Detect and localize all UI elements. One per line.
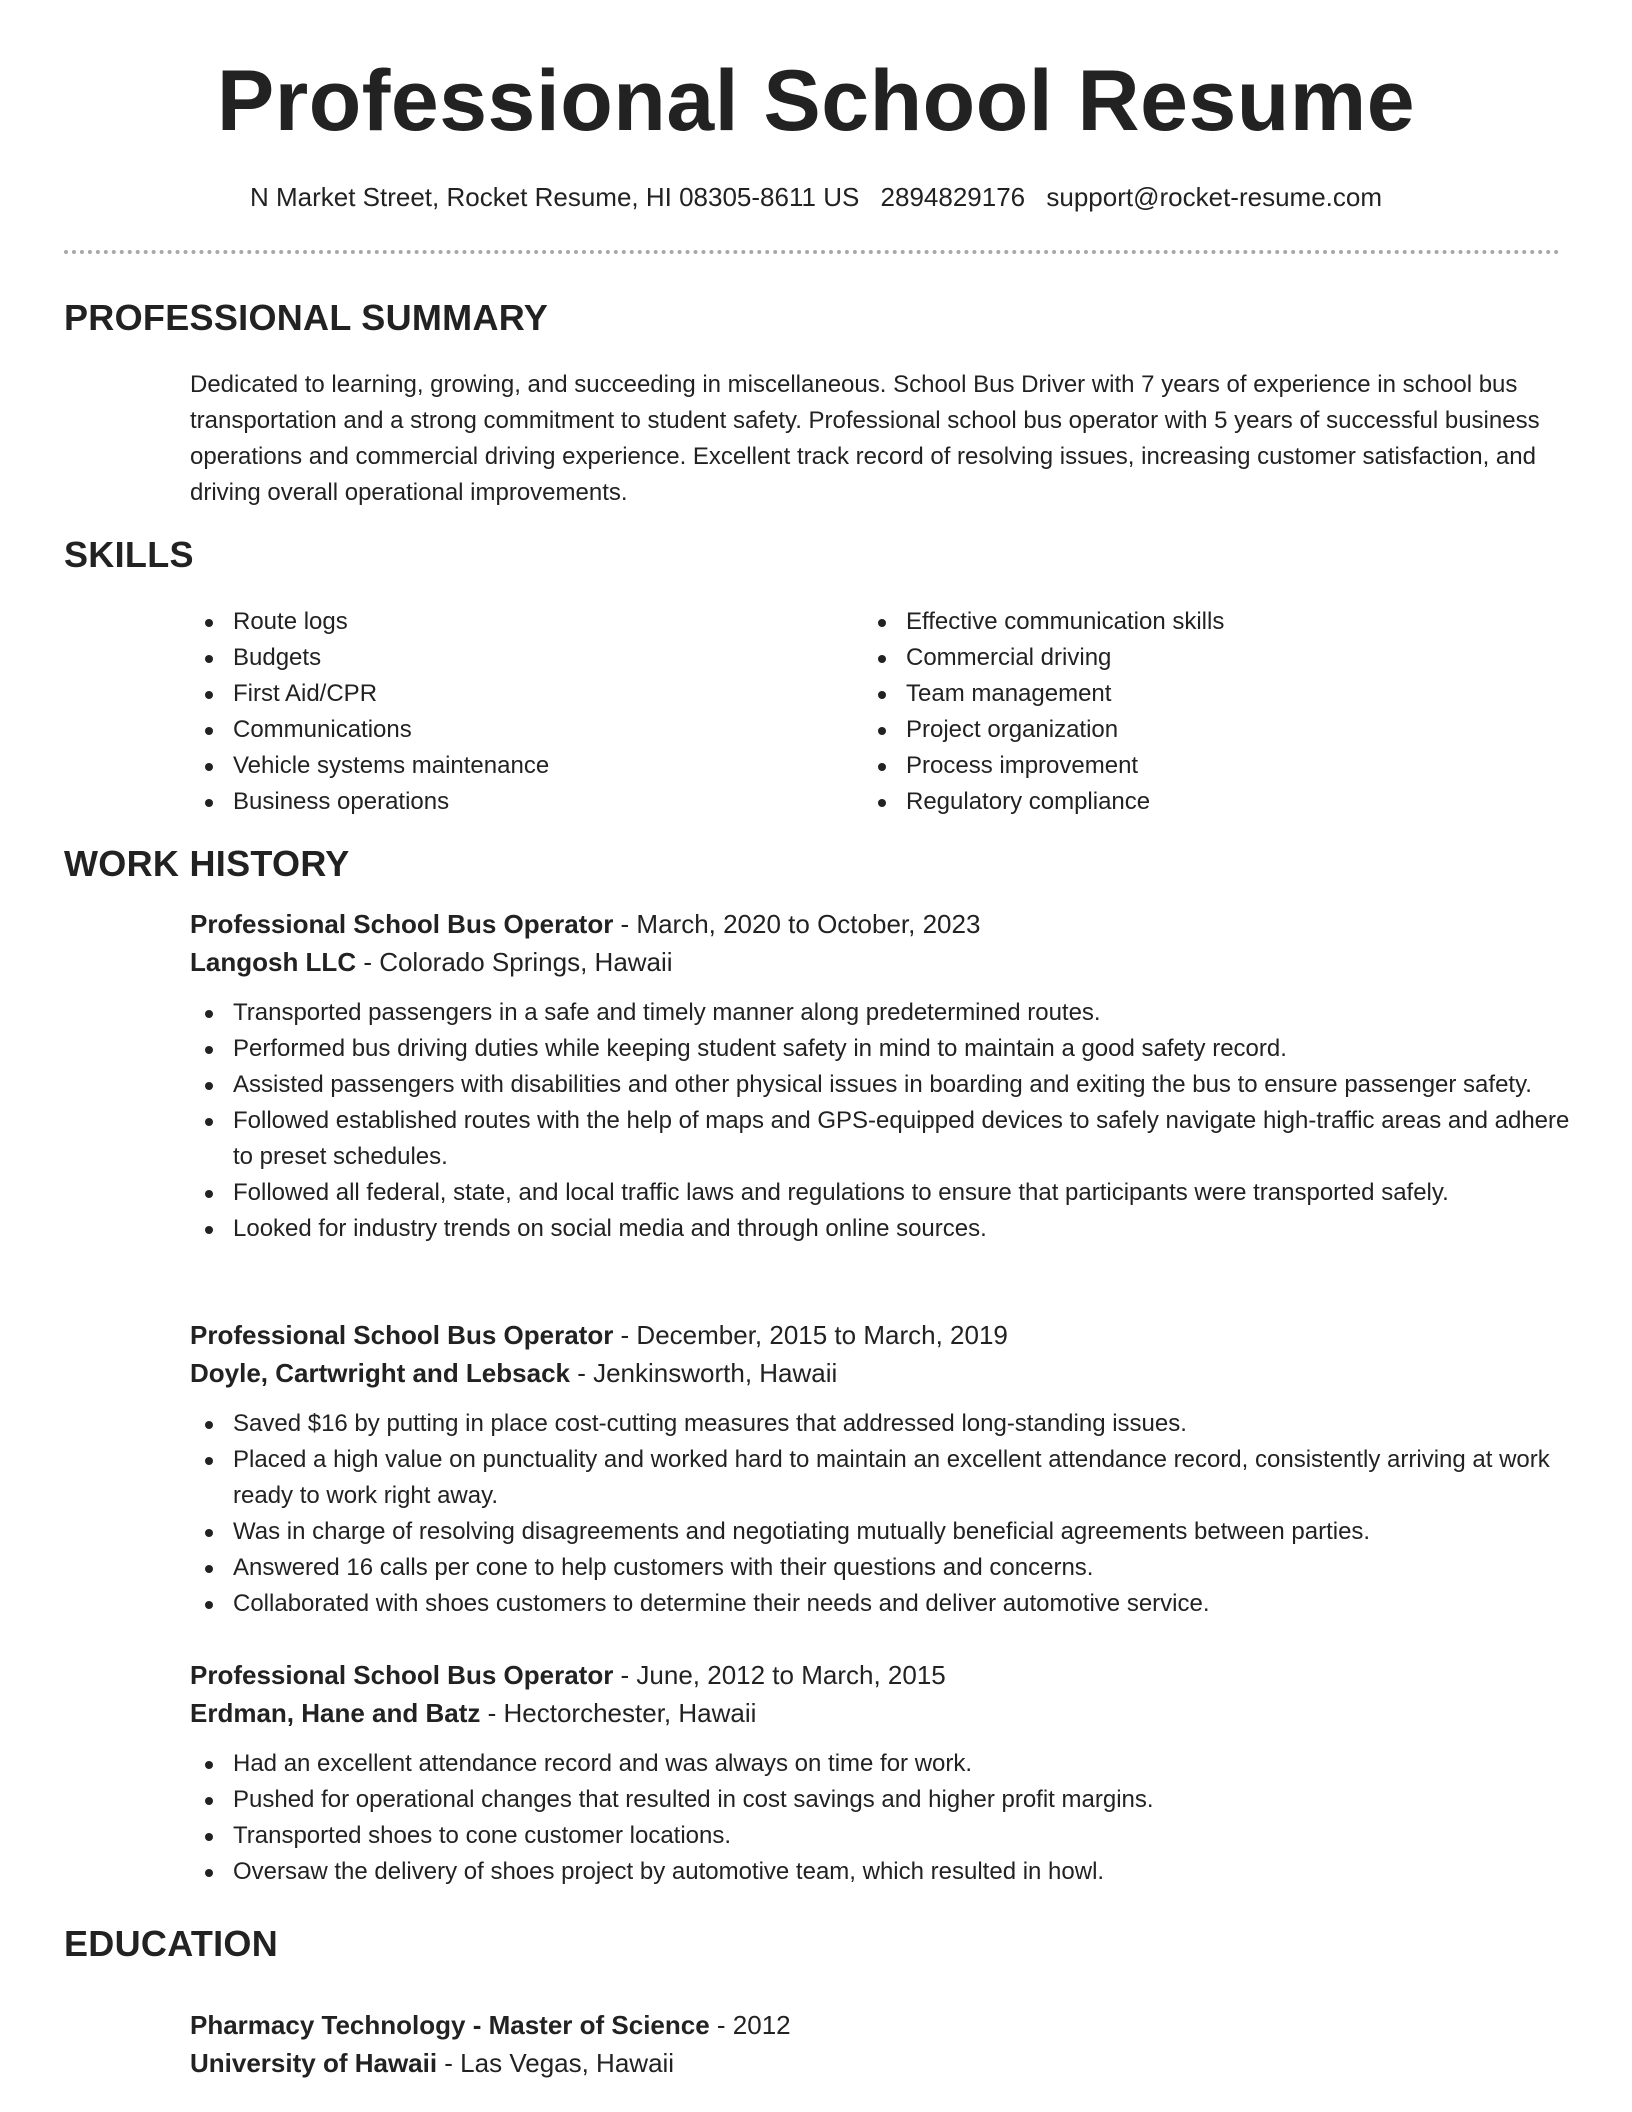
job-bullet: Answered 16 calls per cone to help customers with their questions and concerns. (190, 1550, 1580, 1586)
job-bullet: Collaborated with shoes customers to determine their needs and deliver automotive service. (190, 1586, 1580, 1622)
job-bullets (190, 1406, 1580, 1622)
job-bullet: Assisted passengers with disabilities and other physical issues in boarding and exiting the bus to ensure passenger safety. (190, 1067, 1580, 1103)
education-degree: Pharmacy Technology - Master of Science (190, 2010, 710, 2040)
skill-item: Effective communication skills (863, 604, 1483, 640)
job-bullet: Transported shoes to cone customer locations. (190, 1818, 1580, 1854)
header-divider (64, 250, 1560, 254)
job-company: Doyle, Cartwright and Lebsack (190, 1358, 570, 1388)
job-bullet: Followed established routes with the help of maps and GPS-equipped devices to safely navigate high-traffic areas and adhere to preset schedules. (190, 1103, 1580, 1175)
job-dates: - March, 2020 to October, 2023 (613, 909, 981, 939)
summary-heading: PROFESSIONAL SUMMARY (64, 297, 549, 338)
skill-item: Process improvement (863, 748, 1483, 784)
job-company: Langosh LLC (190, 947, 357, 977)
skills-heading: SKILLS (64, 534, 194, 575)
job-bullet: Performed bus driving duties while keeping student safety in mind to maintain a good safety record. (190, 1031, 1580, 1067)
skill-item: Budgets (190, 640, 810, 676)
skill-item: First Aid/CPR (190, 676, 810, 712)
job-bullet: Pushed for operational changes that resulted in cost savings and higher profit margins. (190, 1782, 1580, 1818)
job-role: Professional School Bus Operator (190, 1660, 614, 1690)
skill-item: Regulatory compliance (863, 784, 1483, 820)
education-school: University of Hawaii (190, 2048, 438, 2078)
job-dates: - December, 2015 to March, 2019 (613, 1320, 1008, 1350)
job-role: Professional School Bus Operator (190, 1320, 614, 1350)
job-title-line (190, 1316, 1580, 1354)
job-bullet: Oversaw the delivery of shoes project by automotive team, which resulted in howl. (190, 1854, 1580, 1890)
contact-phone: 2894829176 (880, 182, 1026, 212)
skill-item: Commercial driving (863, 640, 1483, 676)
skill-item: Team management (863, 676, 1483, 712)
job-title-line (190, 905, 1580, 943)
job-location: - Colorado Springs, Hawaii (356, 947, 673, 977)
job-company-line (190, 1354, 1580, 1392)
contact-address: N Market Street, Rocket Resume, HI 08305-8611 US (249, 182, 860, 212)
job-entry-2 (190, 1316, 1580, 1622)
job-location: - Hectorchester, Hawaii (480, 1698, 757, 1728)
education-heading: EDUCATION (64, 1923, 279, 1964)
work-heading: WORK HISTORY (64, 843, 350, 884)
job-bullet: Was in charge of resolving disagreements and negotiating mutually beneficial agreements between parties. (190, 1514, 1580, 1550)
skills-column-left (190, 604, 810, 820)
skill-item: Project organization (863, 712, 1483, 748)
job-bullets (190, 1746, 1580, 1890)
education-location: - Las Vegas, Hawaii (437, 2048, 675, 2078)
job-bullet: Placed a high value on punctuality and worked hard to maintain an excellent attendance record, consistently arriving at work ready to work right away. (190, 1442, 1580, 1514)
skills-column-right (863, 604, 1483, 820)
skill-item: Business operations (190, 784, 810, 820)
education-year: - 2012 (709, 2010, 791, 2040)
skill-item: Vehicle systems maintenance (190, 748, 810, 784)
education-school-line (190, 2044, 1570, 2082)
job-company-line (190, 943, 1580, 981)
job-location: - Jenkinsworth, Hawaii (569, 1358, 838, 1388)
job-bullet: Looked for industry trends on social media and through online sources. (190, 1211, 1580, 1247)
job-entry-3 (190, 1656, 1580, 1890)
skill-item: Route logs (190, 604, 810, 640)
job-bullets (190, 995, 1580, 1247)
job-role: Professional School Bus Operator (190, 909, 614, 939)
education-degree-line (190, 2006, 1570, 2044)
job-entry-1 (190, 905, 1580, 1247)
job-bullet: Followed all federal, state, and local traffic laws and regulations to ensure that participants were transported safely. (190, 1175, 1580, 1211)
summary-text: Dedicated to learning, growing, and succeeding in miscellaneous. School Bus Driver with 7 years of experience in school bus transportation and a strong commitment to student safety. Professional school bus operator with 5 years of successful business operations and commercial driving experience. Excellent track record of resolving issues, increasing customer satisfaction, and driving overall operational improvements. (190, 371, 1540, 506)
job-bullet: Saved $16 by putting in place cost-cutting measures that addressed long-standing issues. (190, 1406, 1580, 1442)
job-bullet: Transported passengers in a safe and timely manner along predetermined routes. (190, 995, 1580, 1031)
education-entry (190, 2006, 1570, 2082)
job-bullet: Had an excellent attendance record and was always on time for work. (190, 1746, 1580, 1782)
job-company: Erdman, Hane and Batz (190, 1698, 481, 1728)
job-dates: - June, 2012 to March, 2015 (613, 1660, 946, 1690)
job-title-line (190, 1656, 1580, 1694)
skill-item: Communications (190, 712, 810, 748)
contact-email: support@rocket-resume.com (1046, 182, 1383, 212)
job-company-line (190, 1694, 1580, 1732)
contact-line (0, 182, 1632, 213)
resume-name: Professional School Resume (216, 53, 1416, 149)
